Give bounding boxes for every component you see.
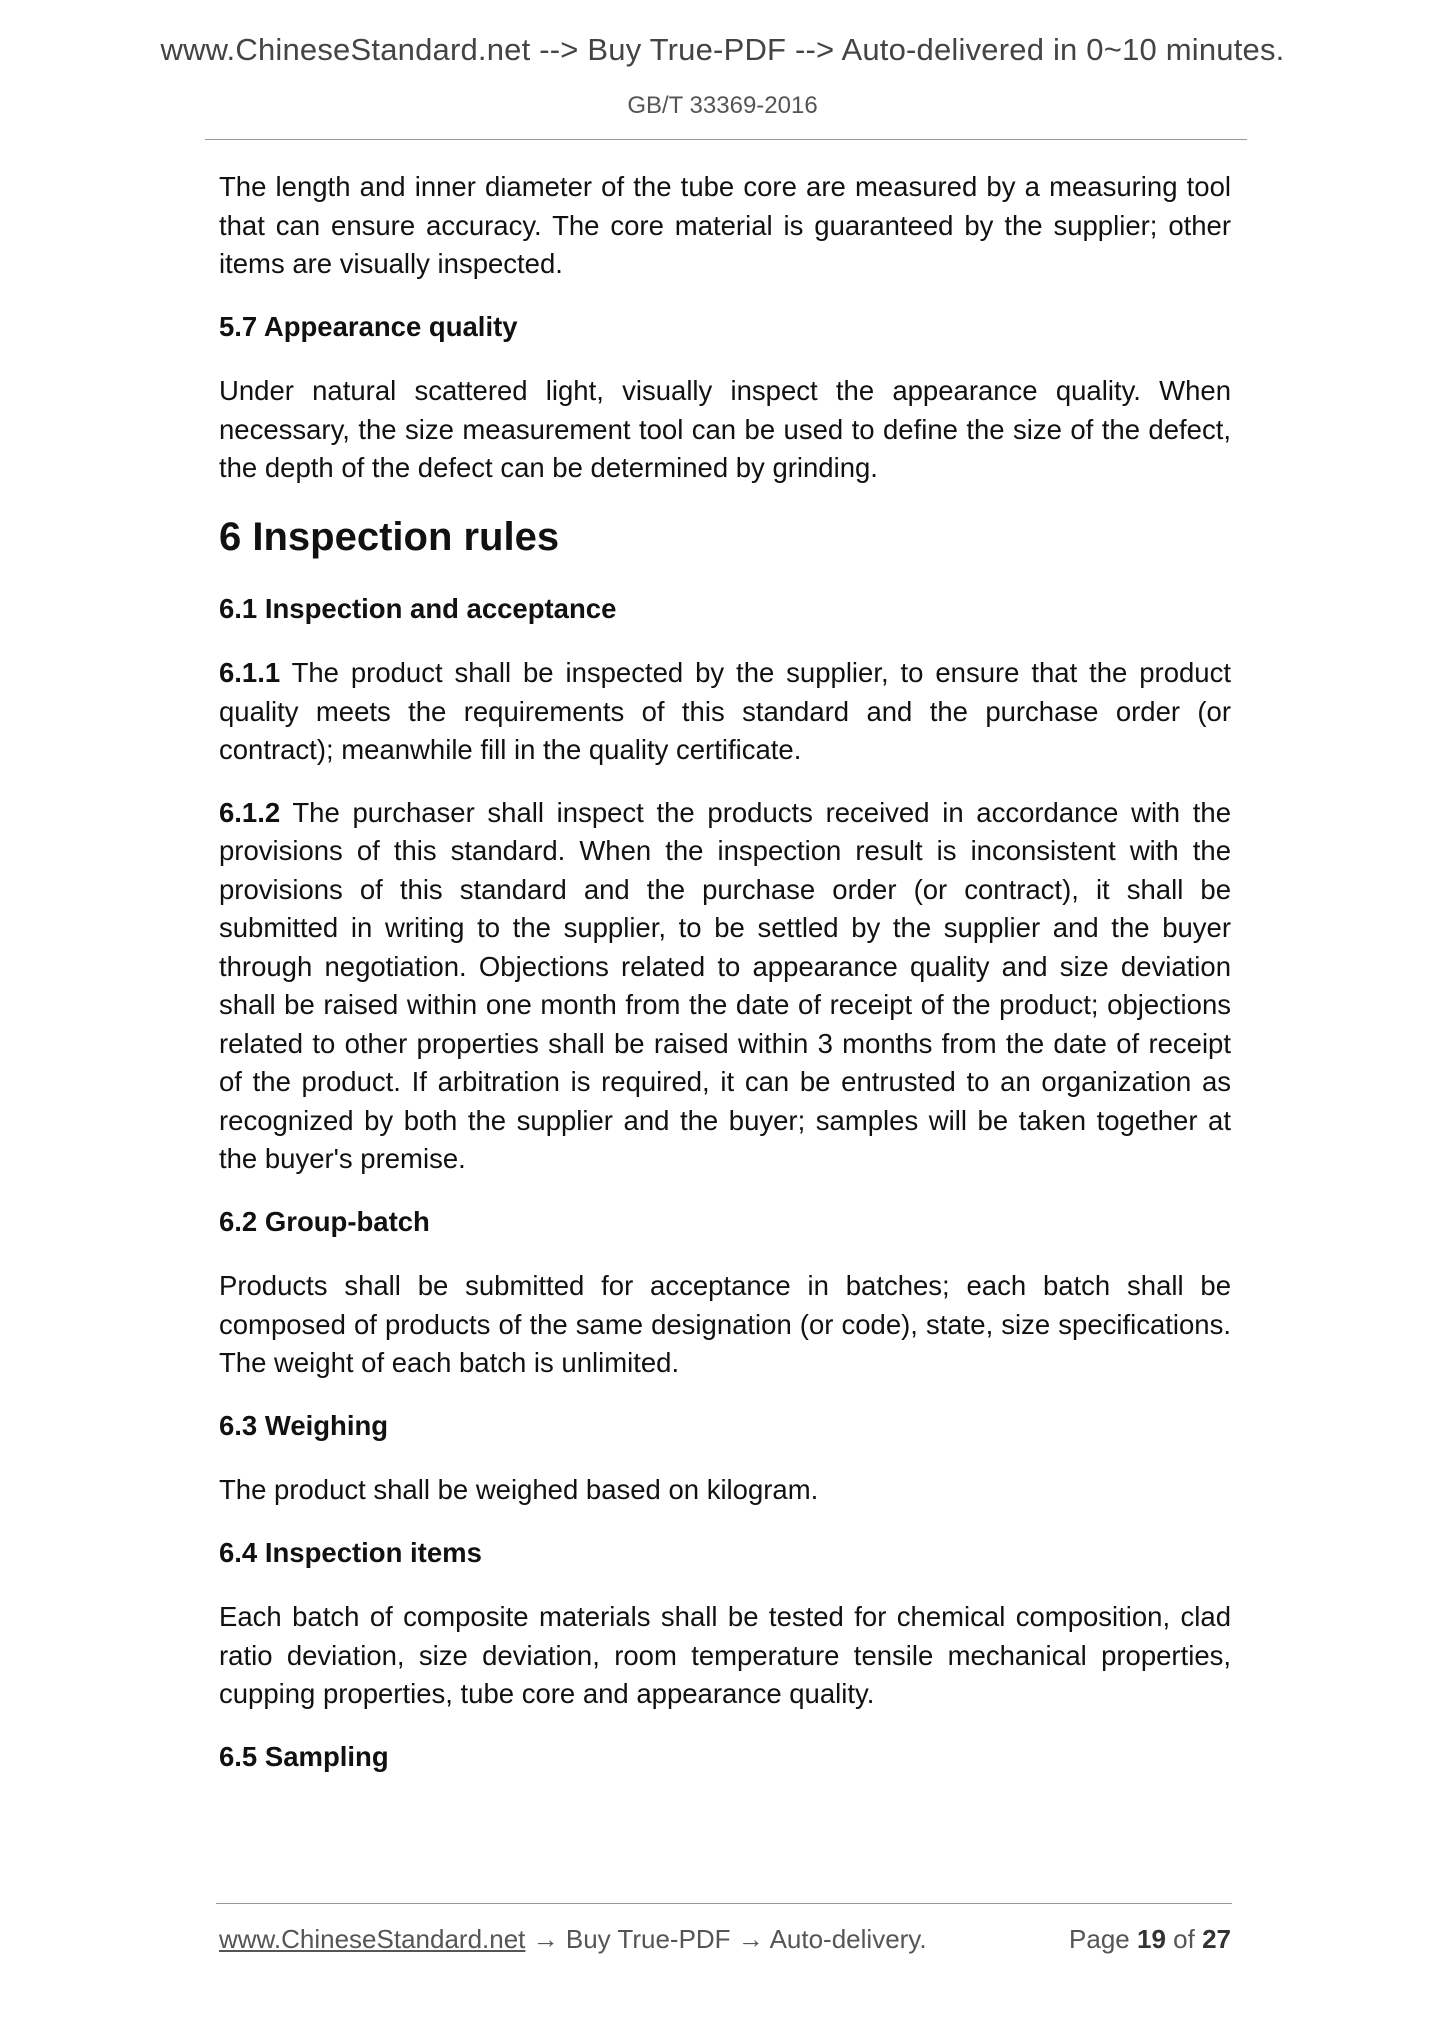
- footer-site-link[interactable]: www.ChineseStandard.net: [219, 1924, 526, 1954]
- page-total: 27: [1202, 1924, 1231, 1954]
- paragraph-5-7: Under natural scattered light, visually inspect the appearance quality. When necessary, the size measurement tool can be used to define the size of the defect, the depth of the defect can be determined by grinding.: [219, 375, 1231, 483]
- heading-6-2: 6.2 Group-batch: [219, 1205, 430, 1237]
- clause-number-6-1-1: 6.1.1: [219, 657, 281, 688]
- page-footer: [219, 1924, 1231, 1955]
- heading-6-1: 6.1 Inspection and acceptance: [219, 592, 617, 624]
- document-body: [219, 168, 1231, 1802]
- paragraph-6-4: Each batch of composite materials shall be tested for chemical composition, clad ratio deviation, size deviation, room temperature tensile mechanical properties, cupping properties, tube core and appearance quality.: [219, 1601, 1231, 1709]
- paragraph-intro: The length and inner diameter of the tube core are measured by a measuring tool that can ensure accuracy. The core material is guaranteed by the supplier; other items are visually inspected.: [219, 171, 1231, 279]
- clause-number-6-1-2: 6.1.2: [219, 796, 281, 828]
- heading-6-3: 6.3 Weighing: [219, 1409, 389, 1441]
- clause-text-6-1-2: The purchaser shall inspect the products received in accordance with the provisions of this standard. When the inspection result is inconsistent with the provisions of this standard and the purchase order (or contract), it shall be submitted in writing to the supplier, to be settled by the supplier and the buyer through negotiation. Objections related to appearance quality and size deviation shall be raised within one month from the date of receipt of the product; objections related to other properties shall be raised within 3 months from the date of receipt of the product. If arbitration is required, it can be entrusted to an organization as recognized by both the supplier and the buyer; samples will be taken together at the buyer's premise.: [219, 796, 1231, 1174]
- footer-tagline: → Buy True-PDF → Auto-delivery.: [525, 1924, 927, 1954]
- heading-6-4: 6.4 Inspection items: [219, 1536, 482, 1568]
- header-divider: [205, 139, 1247, 140]
- footer-divider: [216, 1903, 1232, 1904]
- heading-6-5: 6.5 Sampling: [219, 1740, 389, 1772]
- paragraph-6-2: Products shall be submitted for acceptance in batches; each batch shall be composed of products of the same designation (or code), state, size specifications. The weight of each batch is unlimited.: [219, 1270, 1231, 1378]
- page-indicator: [1069, 1924, 1231, 1955]
- heading-6: 6 Inspection rules: [219, 514, 560, 559]
- page-label: Page: [1069, 1924, 1130, 1954]
- heading-5-7: 5.7 Appearance quality: [219, 310, 518, 342]
- page-of: of: [1173, 1924, 1195, 1954]
- standard-code: GB/T 33369-2016: [627, 92, 818, 119]
- page-current: 19: [1137, 1924, 1166, 1954]
- paragraph-6-3: The product shall be weighed based on kilogram.: [219, 1474, 819, 1505]
- clause-text-6-1-1: The product shall be inspected by the supplier, to ensure that the product quality meets the requirements of this standard and the purchase order (or contract); meanwhile fill in the quality certificate.: [219, 657, 1231, 765]
- top-banner: www.ChineseStandard.net --> Buy True-PDF --> Auto-delivered in 0~10 minutes.: [160, 32, 1285, 67]
- paragraph-6-1-2: [219, 794, 1231, 1179]
- paragraph-6-1-1: [219, 654, 1231, 770]
